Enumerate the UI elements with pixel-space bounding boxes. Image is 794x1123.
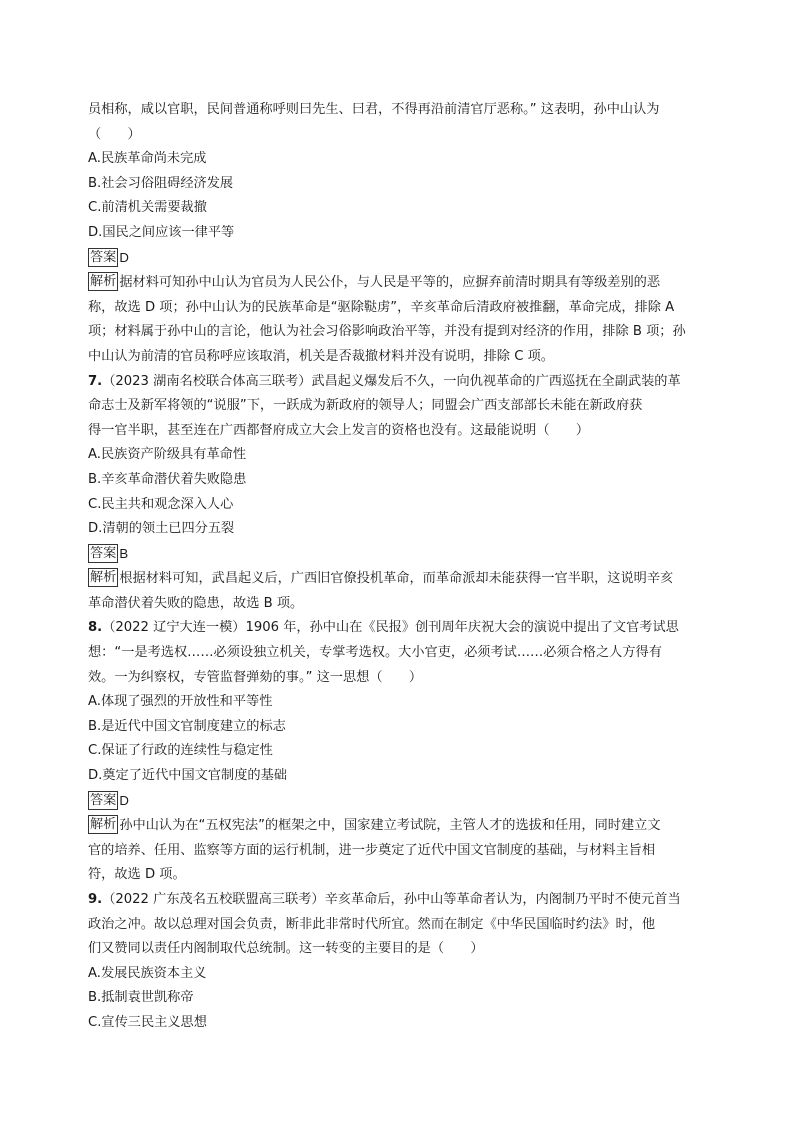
analysis-text: 称，故选 D 项；孙中山认为的民族革命是“驱除鞑虏”，辛亥革命后清政府被推翻，革命完成，排除 A [88,299,675,315]
analysis-text: 根据材料可知，武昌起义后，广西旧官僚投机革命，而革命派却未能获得一官半职，这说明辛亥 [119,571,674,587]
answer-line [88,246,708,272]
analysis-tag: 解析 [90,817,117,833]
analysis-line [88,567,708,592]
question-stem: 辛亥革命后，孙中山等革命者认为，内阁制乃平时不使元首当 [324,892,681,907]
option-a: A.发展民族资本主义 [88,965,207,981]
question-source: （2023 湖南名校联合体高三联考） [102,373,312,389]
analysis-text: 符，故选 D 项。 [88,867,186,883]
option-b: B.抵制袁世凯称帝 [88,990,194,1006]
answer-tag: 答案 [90,249,117,265]
question-stem-line [88,616,708,641]
question-stem-line: 得一官半职，甚至连在广西都督府成立大会上发言的资格也没有。这最能说明（ ） [88,422,590,438]
question-7 [88,370,708,617]
analysis-text: 革命潜伏着失败的隐患，故选 B 项。 [88,595,304,611]
option-b: B.是近代中国文官制度建立的标志 [88,718,286,734]
document-page [88,98,708,1036]
analysis-tag: 解析 [90,570,117,586]
question-stem-line: 政治之冲。故以总理对国会负责，断非此非常时代所宜。然而在制定《中华民国临时约法》时，他 [88,916,656,932]
answer-value: B [119,545,129,561]
analysis-text: 孙中山认为在“五权宪法”的框架之中，国家建立考试院，主管人才的选拔和任用，同时建立文 [119,818,661,834]
option-c: C.民主共和观念深入人心 [88,496,234,512]
question-stem: 武昌起义爆发后不久，一向仇视革命的广西巡抚在全副武装的革 [311,373,681,389]
option-a: A.体现了强烈的开放性和平等性 [88,694,273,710]
option-b: B.辛亥革命潜伏着失败隐患 [88,471,247,487]
option-c: C.前清机关需要裁撤 [88,200,207,216]
question-source: （2022 广东茂名五校联盟高三联考） [102,892,325,907]
answer-line [88,789,708,815]
analysis-text: 项；材料属于孙中山的言论，他认为社会习俗影响政治平等，并没有提到对经济的作用，排除 B 项；孙 [88,324,686,340]
answer-value: D [119,249,129,265]
answer-tag: 答案 [90,792,117,808]
analysis-tag: 解析 [90,274,117,290]
question-8 [88,616,708,888]
question-source: （2022 辽宁大连一模） [102,620,246,636]
option-d: D.清朝的领土已四分五裂 [88,521,235,537]
question-stem-line [88,370,708,395]
question-number: 8. [88,620,103,636]
analysis-text: 据材料可知孙中山认为官员为人民公仆，与人民是平等的，应摒弃前清时期具有等级差别的恶 [119,275,661,291]
answer-tag: 答案 [90,545,117,561]
analysis-text: 中山认为前清的官员称呼应该取消，机关是否裁撤材料并没有说明，排除 C 项。 [88,348,554,364]
question-stem-line: 们又赞同以责任内阁制取代总统制。这一转变的主要目的是（ ） [88,941,484,957]
answer-value: D [119,792,129,808]
option-c: C.宣传三民主义思想 [88,1014,207,1030]
question-number: 7. [88,373,103,389]
question-6 [88,98,708,370]
question-stem-line: 命志士及新军将领的“说服”下，一跃成为新政府的领导人；同盟会广西支部部长未能在新政府获 [88,398,643,414]
analysis-text: 官的培养、任用、监察等方面的运行机制，进一步奠定了近代中国文官制度的基础，与材料主旨相 [88,842,656,858]
analysis-line [88,814,708,839]
question-9 [88,888,708,1036]
option-c: C.保证了行政的连续性与稳定性 [88,743,273,759]
analysis-line [88,271,708,296]
option-b: B.社会习俗阻碍经济发展 [88,175,234,191]
question-stem-line: 想：“一是考选权……必须设独立机关，专掌考选权。大小官吏，必须考试……必须合格之人方得有 [88,645,662,661]
question-stem-line: 员相称，咸以官职，民间普通称呼则曰先生、曰君，不得再沿前清官厅恶称。” 这表明，孙中山认为 [88,102,660,117]
option-a: A.民族革命尚未完成 [88,151,207,167]
answer-line [88,542,708,568]
option-d: D.奠定了近代中国文官制度的基础 [88,768,287,784]
question-stem-line [88,888,708,913]
question-number: 9. [88,892,103,907]
question-stem-line: 效。一为纠察权，专管监督弹劾的事。” 这一思想（ ） [88,669,423,685]
option-a: A.民族资产阶级具有革命性 [88,447,247,463]
option-d: D.国民之间应该一律平等 [88,224,235,240]
question-stem-line: （ ） [88,126,141,142]
question-stem: 1906 年，孙中山在《民报》创刊周年庆祝大会的演说中提出了文官考试思 [245,620,679,636]
